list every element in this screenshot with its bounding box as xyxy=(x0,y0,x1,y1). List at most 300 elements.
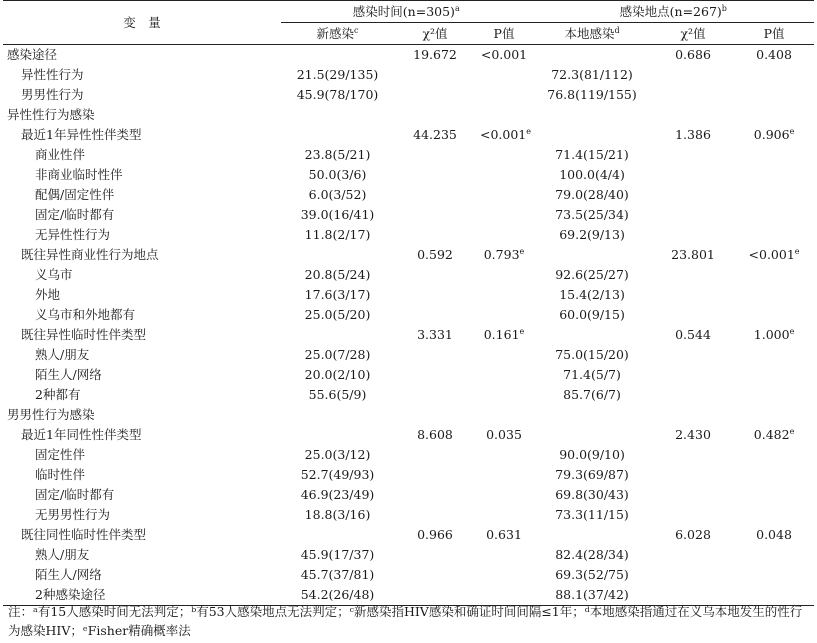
local-infection-cell-text: 88.1(37/42) xyxy=(555,587,629,602)
new-infection-cell xyxy=(281,265,394,285)
row-label xyxy=(3,505,281,525)
new-infection-cell xyxy=(281,385,394,405)
local-infection-cell-text: 75.0(15/20) xyxy=(555,347,629,362)
row-label xyxy=(3,65,281,85)
chi1-cell xyxy=(394,505,476,525)
row-label-text: 外地 xyxy=(35,287,61,302)
chi1-cell xyxy=(394,65,476,85)
chi1-cell xyxy=(394,165,476,185)
local-infection-cell xyxy=(532,145,652,165)
p2-cell xyxy=(734,465,814,485)
p2-cell xyxy=(734,125,814,145)
results-table xyxy=(3,0,814,606)
row-label-text: 固定性伴 xyxy=(35,447,86,462)
row-label-text: 异性性行为 xyxy=(21,67,84,82)
p1-header: P值 xyxy=(476,23,532,45)
row-label xyxy=(3,465,281,485)
row-label xyxy=(3,345,281,365)
chi2-cell xyxy=(652,485,734,505)
local-infection-cell xyxy=(532,505,652,525)
new-infection-cell xyxy=(281,365,394,385)
row-label xyxy=(3,45,281,66)
row-label-text: 既往异性商业性行为地点 xyxy=(21,247,159,262)
p2-cell xyxy=(734,505,814,525)
p1-cell xyxy=(476,365,532,385)
row-label xyxy=(3,405,281,425)
new-infection-cell xyxy=(281,185,394,205)
row-label xyxy=(3,265,281,285)
chi1-cell xyxy=(394,405,476,425)
p2-cell xyxy=(734,565,814,585)
p2-cell xyxy=(734,365,814,385)
table-row xyxy=(3,105,814,125)
new-infection-cell xyxy=(281,105,394,125)
chi2-cell xyxy=(652,125,734,145)
p1-cell-sup: e xyxy=(526,126,531,136)
chi2-cell xyxy=(652,265,734,285)
p2-cell xyxy=(734,245,814,265)
local-infection-cell xyxy=(532,525,652,545)
p2-cell xyxy=(734,165,814,185)
table-row xyxy=(3,385,814,405)
p2-header: P值 xyxy=(734,23,814,45)
p2-cell xyxy=(734,425,814,445)
chi2-cell xyxy=(652,45,734,66)
p2-cell xyxy=(734,485,814,505)
p2-cell xyxy=(734,405,814,425)
chi2-cell xyxy=(652,145,734,165)
local-infection-cell xyxy=(532,185,652,205)
chi2-cell-text: 6.028 xyxy=(675,527,711,542)
chi2-cell xyxy=(652,465,734,485)
row-label xyxy=(3,305,281,325)
table-row xyxy=(3,565,814,585)
chi2-cell xyxy=(652,325,734,345)
row-label xyxy=(3,145,281,165)
table-row xyxy=(3,545,814,565)
chi2-cell xyxy=(652,165,734,185)
row-label xyxy=(3,205,281,225)
row-label xyxy=(3,425,281,445)
chi1-cell xyxy=(394,465,476,485)
new-infection-cell xyxy=(281,85,394,105)
local-infection-cell xyxy=(532,305,652,325)
new-infection-cell xyxy=(281,505,394,525)
local-infection-cell-text: 72.3(81/112) xyxy=(551,67,633,82)
chi2-cell xyxy=(652,405,734,425)
local-infection-cell-text: 92.6(25/27) xyxy=(555,267,629,282)
new-infection-cell-text: 52.7(49/93) xyxy=(300,467,375,482)
new-infection-cell xyxy=(281,345,394,365)
row-label xyxy=(3,525,281,545)
local-infection-cell-text: 73.3(11/15) xyxy=(555,507,629,522)
p2-cell-sup: e xyxy=(794,246,800,256)
table-row xyxy=(3,525,814,545)
new-infection-cell xyxy=(281,445,394,465)
chi2-cell xyxy=(652,245,734,265)
local-infection-sup: d xyxy=(614,25,620,35)
chi1-cell xyxy=(394,125,476,145)
new-infection-cell xyxy=(281,165,394,185)
local-infection-cell xyxy=(532,45,652,66)
chi1-cell-text: 0.592 xyxy=(417,247,453,262)
row-label-text: 2种感染途径 xyxy=(35,587,106,602)
local-infection-cell xyxy=(532,225,652,245)
table-row xyxy=(3,145,814,165)
p2-cell-text: 0.408 xyxy=(756,47,792,62)
p2-cell-sup: e xyxy=(789,326,795,336)
local-infection-cell-text: 73.5(25/34) xyxy=(555,207,629,222)
local-infection-cell-text: 82.4(28/34) xyxy=(555,547,629,562)
local-infection-cell-text: 60.0(9/15) xyxy=(559,307,625,322)
row-label-text: 异性性行为感染 xyxy=(7,107,95,122)
row-label-text: 男男性行为感染 xyxy=(7,407,95,422)
new-infection-cell xyxy=(281,125,394,145)
chi1-cell xyxy=(394,425,476,445)
local-infection-cell xyxy=(532,265,652,285)
variable-header: 变 量 xyxy=(3,1,281,45)
row-label xyxy=(3,565,281,585)
p2-cell xyxy=(734,285,814,305)
local-infection-cell-text: 79.3(69/87) xyxy=(555,467,629,482)
local-infection-cell xyxy=(532,385,652,405)
p2-cell xyxy=(734,185,814,205)
p2-cell xyxy=(734,45,814,66)
p2-cell-text: 1.000 xyxy=(753,327,790,342)
time-group-sup: a xyxy=(454,3,460,13)
p2-cell xyxy=(734,545,814,565)
row-label xyxy=(3,245,281,265)
header-row-1 xyxy=(3,1,814,23)
new-infection-cell-text: 25.0(7/28) xyxy=(304,347,371,362)
chi1-cell xyxy=(394,145,476,165)
local-infection-cell xyxy=(532,105,652,125)
table-row xyxy=(3,45,814,66)
chi1-cell-text: 3.331 xyxy=(417,327,453,342)
local-infection-cell-text: 15.4(2/13) xyxy=(559,287,625,302)
new-infection-cell-text: 18.8(3/16) xyxy=(304,507,371,522)
chi2-cell xyxy=(652,385,734,405)
chi1-cell xyxy=(394,445,476,465)
chi2-header: χ²值 xyxy=(652,23,734,45)
table-row xyxy=(3,185,814,205)
row-label xyxy=(3,85,281,105)
p1-cell xyxy=(476,65,532,85)
time-group-header xyxy=(281,1,532,23)
p1-cell xyxy=(476,445,532,465)
p2-cell xyxy=(734,325,814,345)
chi2-cell xyxy=(652,105,734,125)
new-infection-label: 新感染 xyxy=(316,26,355,41)
local-infection-cell xyxy=(532,245,652,265)
p1-cell xyxy=(476,265,532,285)
p1-cell xyxy=(476,465,532,485)
chi1-cell xyxy=(394,385,476,405)
table-row xyxy=(3,325,814,345)
table-row xyxy=(3,285,814,305)
row-label-text: 固定/临时都有 xyxy=(35,207,115,222)
chi1-header: χ²值 xyxy=(394,23,476,45)
local-infection-cell xyxy=(532,325,652,345)
p1-cell xyxy=(476,85,532,105)
chi1-cell xyxy=(394,345,476,365)
p1-cell xyxy=(476,405,532,425)
local-infection-label: 本地感染 xyxy=(564,26,615,41)
chi1-cell xyxy=(394,285,476,305)
row-label-text: 最近1年异性性伴类型 xyxy=(21,127,142,142)
row-label xyxy=(3,325,281,345)
new-infection-cell xyxy=(281,545,394,565)
chi2-cell xyxy=(652,545,734,565)
p1-cell-sup: e xyxy=(519,326,525,336)
p1-cell xyxy=(476,505,532,525)
local-infection-cell xyxy=(532,285,652,305)
p1-cell-text: 0.793 xyxy=(483,247,520,262)
chi1-cell xyxy=(394,325,476,345)
p2-cell xyxy=(734,305,814,325)
new-infection-cell-text: 45.9(17/37) xyxy=(300,547,375,562)
chi2-cell xyxy=(652,65,734,85)
table-row xyxy=(3,245,814,265)
table-row xyxy=(3,65,814,85)
row-label xyxy=(3,485,281,505)
new-infection-cell-text: 23.8(5/21) xyxy=(304,147,371,162)
new-infection-cell-text: 55.6(5/9) xyxy=(308,387,367,402)
new-infection-sup: c xyxy=(354,25,359,35)
row-label xyxy=(3,385,281,405)
new-infection-cell-text: 45.7(37/81) xyxy=(300,567,375,582)
table-row xyxy=(3,445,814,465)
chi2-cell xyxy=(652,345,734,365)
chi2-cell-text: 0.686 xyxy=(675,47,711,62)
local-infection-cell-text: 69.2(9/13) xyxy=(559,227,625,242)
chi1-cell xyxy=(394,225,476,245)
p2-cell xyxy=(734,65,814,85)
local-infection-cell xyxy=(532,425,652,445)
p2-cell xyxy=(734,345,814,365)
chi2-cell xyxy=(652,85,734,105)
chi1-cell-text: 19.672 xyxy=(413,47,457,62)
p2-cell xyxy=(734,105,814,125)
row-label xyxy=(3,365,281,385)
chi1-cell xyxy=(394,185,476,205)
chi2-cell xyxy=(652,185,734,205)
local-infection-cell xyxy=(532,465,652,485)
local-infection-cell-text: 90.0(9/10) xyxy=(559,447,625,462)
row-label-text: 无异性性行为 xyxy=(35,227,111,242)
chi1-cell xyxy=(394,365,476,385)
p1-cell xyxy=(476,45,532,66)
p1-cell-text: 0.161 xyxy=(483,327,520,342)
row-label-text: 非商业临时性伴 xyxy=(35,167,123,182)
row-label-text: 感染途径 xyxy=(7,47,58,62)
chi1-cell xyxy=(394,245,476,265)
p1-cell xyxy=(476,245,532,265)
new-infection-cell xyxy=(281,45,394,66)
new-infection-cell-text: 45.9(78/170) xyxy=(296,87,379,102)
chi2-cell xyxy=(652,525,734,545)
p1-cell-sup: e xyxy=(519,246,525,256)
place-group-header xyxy=(532,1,814,23)
new-infection-cell xyxy=(281,325,394,345)
chi1-cell xyxy=(394,525,476,545)
local-infection-cell xyxy=(532,165,652,185)
chi2-cell xyxy=(652,425,734,445)
new-infection-cell-text: 21.5(29/135) xyxy=(296,67,379,82)
chi2-cell xyxy=(652,565,734,585)
row-label xyxy=(3,445,281,465)
p2-cell xyxy=(734,85,814,105)
new-infection-cell xyxy=(281,405,394,425)
local-infection-cell xyxy=(532,205,652,225)
chi2-cell xyxy=(652,205,734,225)
local-infection-cell xyxy=(532,405,652,425)
p1-cell xyxy=(476,145,532,165)
p2-cell-text: 0.482 xyxy=(753,427,790,442)
row-label-text: 既往同性临时性伴类型 xyxy=(21,527,147,542)
new-infection-cell-text: 20.8(5/24) xyxy=(304,267,371,282)
p2-cell xyxy=(734,145,814,165)
new-infection-cell-text: 25.0(3/12) xyxy=(304,447,371,462)
p1-cell xyxy=(476,125,532,145)
new-infection-cell-text: 25.0(5/20) xyxy=(304,307,371,322)
new-infection-cell-text: 50.0(3/6) xyxy=(308,167,367,182)
chi1-cell xyxy=(394,305,476,325)
new-infection-cell xyxy=(281,485,394,505)
new-infection-cell-text: 20.0(2/10) xyxy=(304,367,371,382)
chi1-cell xyxy=(394,205,476,225)
p1-cell xyxy=(476,285,532,305)
row-label xyxy=(3,225,281,245)
new-infection-cell-text: 6.0(3/52) xyxy=(308,187,367,202)
local-infection-cell xyxy=(532,65,652,85)
p1-cell xyxy=(476,105,532,125)
table-footnote: 注：ᵃ有15人感染时间无法判定；ᵇ有53人感染地点无法判定；ᶜ新感染指HIV感染和确证时间间隔≤1年；ᵈ本地感染指通过在义乌本地发生的性行为感染HIV；ᵉFisher精确概率法 xyxy=(8,604,803,638)
row-label xyxy=(3,185,281,205)
chi1-cell xyxy=(394,545,476,565)
row-label xyxy=(3,165,281,185)
table-row xyxy=(3,505,814,525)
chi2-cell-text: 2.430 xyxy=(675,427,711,442)
table-row xyxy=(3,425,814,445)
p1-cell-text: 0.035 xyxy=(486,427,522,442)
p1-cell-text: <0.001 xyxy=(480,127,527,142)
local-infection-cell-text: 85.7(6/7) xyxy=(563,387,621,402)
p1-cell xyxy=(476,325,532,345)
local-infection-header xyxy=(532,23,652,45)
new-infection-cell-text: 54.2(26/48) xyxy=(300,587,375,602)
row-label-text: 无男男性行为 xyxy=(35,507,111,522)
table-row xyxy=(3,125,814,145)
p1-cell xyxy=(476,225,532,245)
chi2-cell-text: 0.544 xyxy=(675,327,711,342)
p1-cell xyxy=(476,185,532,205)
p2-cell-sup: e xyxy=(789,126,795,136)
place-group-label: 感染地点(n=267) xyxy=(619,4,722,19)
chi2-cell xyxy=(652,285,734,305)
table-row xyxy=(3,85,814,105)
row-label-text: 男男性行为 xyxy=(21,87,84,102)
p1-cell-text: 0.631 xyxy=(486,527,522,542)
new-infection-cell xyxy=(281,225,394,245)
chi1-cell xyxy=(394,565,476,585)
chi1-cell xyxy=(394,265,476,285)
time-group-label: 感染时间(n=305) xyxy=(352,4,455,19)
table-row xyxy=(3,405,814,425)
new-infection-cell xyxy=(281,565,394,585)
table-row xyxy=(3,225,814,245)
local-infection-cell-text: 71.4(5/7) xyxy=(563,367,621,382)
p1-cell xyxy=(476,385,532,405)
local-infection-cell xyxy=(532,565,652,585)
chi2-cell xyxy=(652,445,734,465)
new-infection-cell xyxy=(281,285,394,305)
chi2-cell xyxy=(652,505,734,525)
table-row xyxy=(3,265,814,285)
chi2-cell xyxy=(652,305,734,325)
row-label-text: 商业性伴 xyxy=(35,147,86,162)
row-label xyxy=(3,285,281,305)
p1-cell xyxy=(476,345,532,365)
p2-cell-text: 0.906 xyxy=(753,127,790,142)
row-label-text: 2种都有 xyxy=(35,387,81,402)
chi2-cell xyxy=(652,225,734,245)
local-infection-cell xyxy=(532,125,652,145)
local-infection-cell-text: 76.8(119/155) xyxy=(547,87,637,102)
row-label-text: 临时性伴 xyxy=(35,467,86,482)
local-infection-cell xyxy=(532,365,652,385)
local-infection-cell-text: 79.0(28/40) xyxy=(555,187,629,202)
chi1-cell-text: 44.235 xyxy=(413,127,457,142)
local-infection-cell-text: 71.4(15/21) xyxy=(555,147,629,162)
new-infection-cell xyxy=(281,65,394,85)
p2-cell-text: 0.048 xyxy=(756,527,792,542)
p1-cell-text: <0.001 xyxy=(480,47,528,62)
chi1-cell xyxy=(394,85,476,105)
chi1-cell-text: 0.966 xyxy=(417,527,453,542)
table-row xyxy=(3,485,814,505)
chi2-cell xyxy=(652,365,734,385)
new-infection-header xyxy=(281,23,394,45)
p2-cell xyxy=(734,525,814,545)
new-infection-cell xyxy=(281,425,394,445)
results-table-container xyxy=(3,0,814,606)
table-row xyxy=(3,165,814,185)
chi2-cell-text: 1.386 xyxy=(675,127,711,142)
table-row xyxy=(3,465,814,485)
new-infection-cell xyxy=(281,465,394,485)
table-body xyxy=(3,1,814,606)
p1-cell xyxy=(476,565,532,585)
p2-cell xyxy=(734,445,814,465)
chi1-cell xyxy=(394,105,476,125)
row-label-text: 义乌市和外地都有 xyxy=(35,307,136,322)
new-infection-cell xyxy=(281,145,394,165)
row-label-text: 义乌市 xyxy=(35,267,73,282)
row-label-text: 最近1年同性性伴类型 xyxy=(21,427,142,442)
local-infection-cell xyxy=(532,85,652,105)
row-label-text: 熟人/朋友 xyxy=(35,347,90,362)
local-infection-cell xyxy=(532,345,652,365)
local-infection-cell-text: 69.3(52/75) xyxy=(555,567,629,582)
p2-cell xyxy=(734,205,814,225)
row-label-text: 陌生人/网络 xyxy=(35,367,102,382)
new-infection-cell-text: 17.6(3/17) xyxy=(304,287,371,302)
p2-cell xyxy=(734,225,814,245)
local-infection-cell xyxy=(532,545,652,565)
row-label xyxy=(3,545,281,565)
local-infection-cell-text: 69.8(30/43) xyxy=(555,487,629,502)
